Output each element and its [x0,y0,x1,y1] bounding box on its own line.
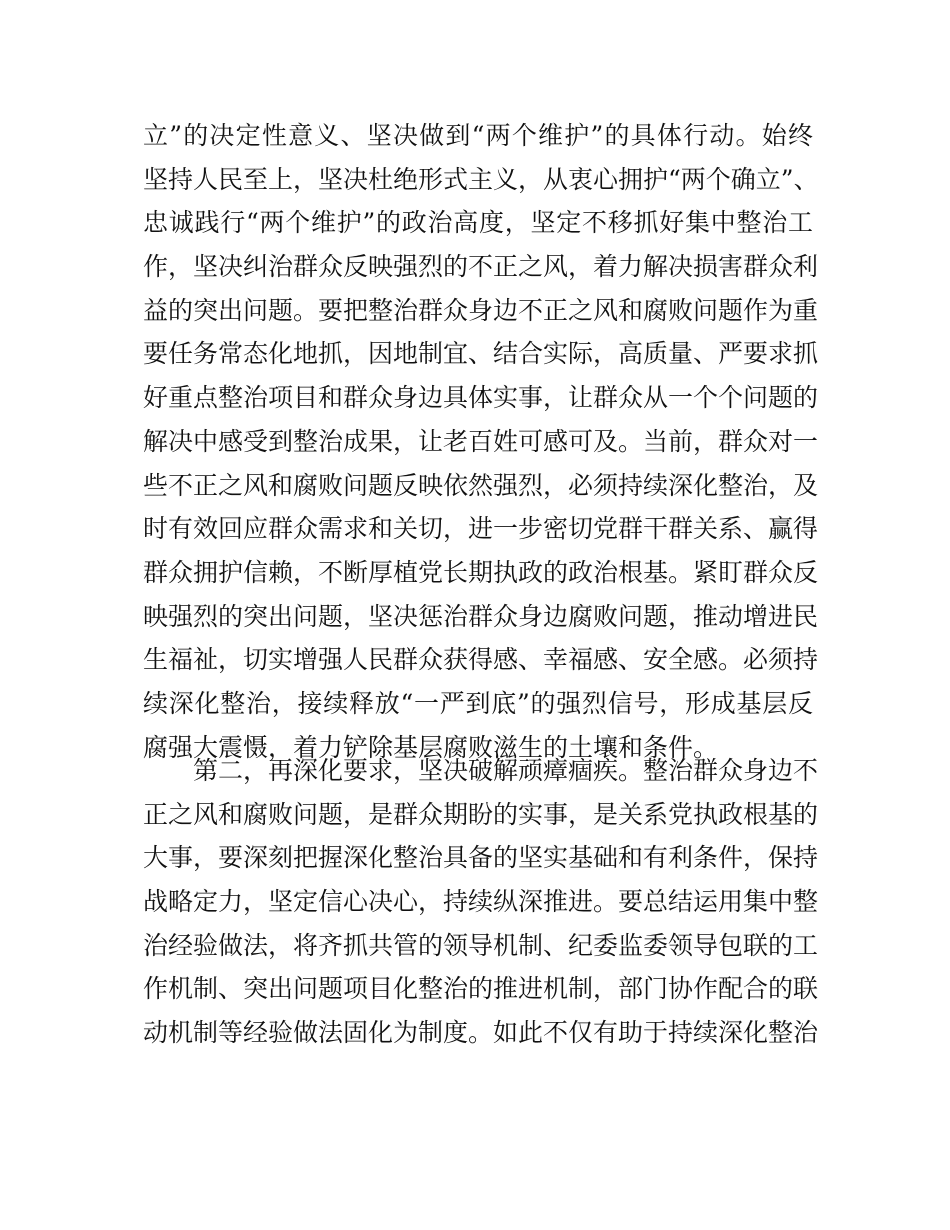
paragraph-line: 治经验做法，将齐抓共管的领导机制、纪委监委领导包联的工 [143,930,819,960]
paragraph-line: 坚持人民至上，坚决杜绝形式主义，从衷心拥护“两个确立”、 [143,164,819,194]
paragraph-2 [143,749,819,1055]
paragraph-line: 作机制、突出问题项目化整治的推进机制，部门协作配合的联 [143,974,819,1004]
paragraph-line: 生福祉，切实增强人民群众获得感、幸福感、安全感。必须持 [143,645,819,675]
paragraph-line: 第二，再深化要求，坚决破解顽瘴痼疾。整治群众身边不 [193,756,819,785]
paragraph-line: 动机制等经验做法固化为制度。如此不仅有助于持续深化整治 [143,1018,819,1048]
paragraph-line: 忠诚践行“两个维护”的政治高度，坚定不移抓好集中整治工 [143,208,813,238]
paragraph-line: 续深化整治，接续释放“一严到底”的强烈信号，形成基层反 [143,688,813,718]
paragraph-line: 时有效回应群众需求和关切，进一步密切党群干群关系、赢得 [143,514,819,544]
paragraph-line: 腐强大震慑，着力铲除基层腐败滋生的土壤和条件。 [143,732,719,762]
paragraph-line: 立”的决定性意义、坚决做到“两个维护”的具体行动。始终 [143,121,813,150]
paragraph-line: 好重点整治项目和群众身边具体实事，让群众从一个个问题的 [143,383,819,413]
paragraph-line: 战略定力，坚定信心决心，持续纵深推进。要总结运用集中整 [143,887,819,917]
paragraph-line: 要任务常态化地抓，因地制宜、结合实际，高质量、严要求抓 [143,339,819,369]
paragraph-line: 益的突出问题。要把整治群众身边不正之风和腐败问题作为重 [143,295,819,325]
paragraph-line: 群众拥护信赖，不断厚植党长期执政的政治根基。紧盯群众反 [143,557,819,587]
paragraph-line: 解决中感受到整治成果，让老百姓可感可及。当前，群众对一 [143,426,819,456]
paragraph-line: 大事，要深刻把握深化整治具备的坚实基础和有利条件，保持 [143,843,819,873]
paragraph-1 [143,114,819,769]
paragraph-line: 正之风和腐败问题，是群众期盼的实事，是关系党执政根基的 [143,799,819,829]
paragraph-line: 作，坚决纠治群众反映强烈的不正之风，着力解决损害群众利 [143,252,819,282]
paragraph-line: 些不正之风和腐败问题反映依然强烈，必须持续深化整治，及 [143,470,819,500]
paragraph-line: 映强烈的突出问题，坚决惩治群众身边腐败问题，推动增进民 [143,601,819,631]
